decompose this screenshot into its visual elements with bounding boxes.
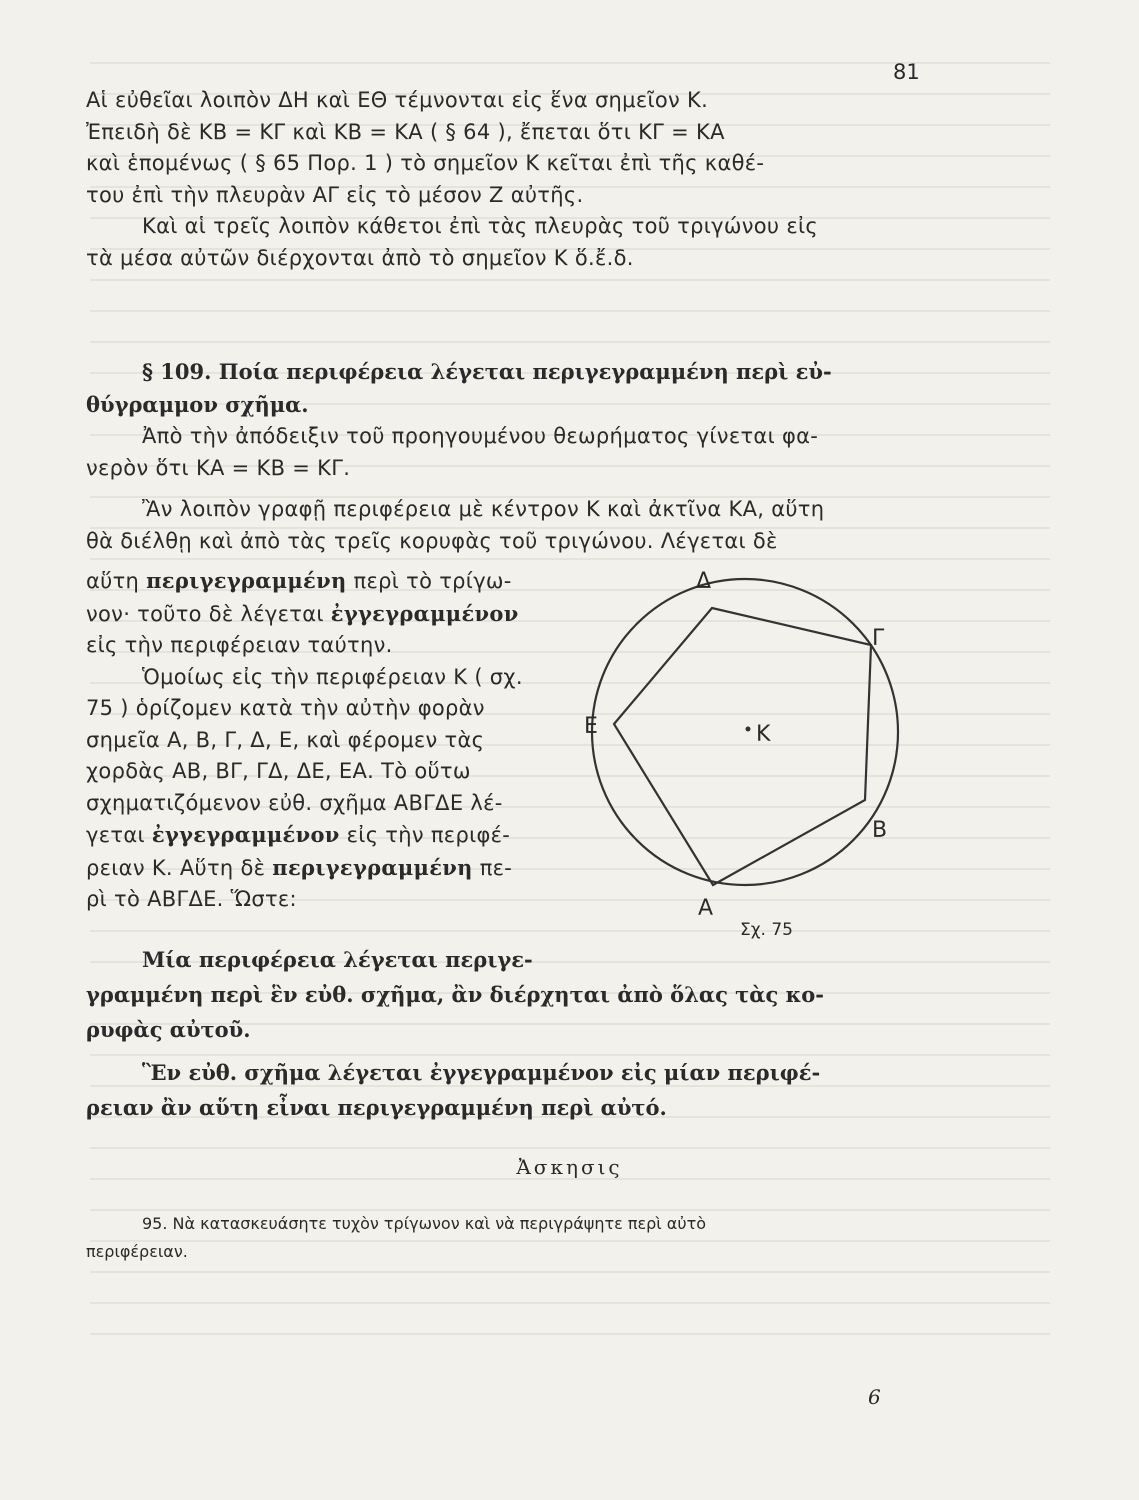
definition-line: ρυφὰς αὐτοῦ. [86, 1017, 251, 1042]
vertex-label-B: Β [872, 818, 888, 843]
heading-line: θύγραμμον σχῆμα. [86, 392, 309, 417]
text-line: σημεῖα Α, Β, Γ, Δ, Ε, καὶ φέρομεν τὰς [86, 727, 485, 752]
text-line: καὶ ἑπομένως ( § 65 Πορ. 1 ) τὸ σημεῖον Κ κεῖται ἐπὶ τῆς καθέ- [86, 151, 765, 175]
circumscribed-pentagon-diagram [580, 565, 920, 945]
text-line: εἰς τὴν περιφέρειαν ταύτην. [86, 633, 393, 657]
text-run: γεται [86, 823, 152, 847]
definition-line: γραμμένη περὶ ἓν εὐθ. σχῆμα, ἂν διέρχηται ἀπὸ ὅλας τὰς κο- [86, 982, 825, 1007]
text-run: εἰς τὴν περιφέ- [339, 823, 511, 847]
text-line: 75 ) ὁρίζομεν κατὰ τὴν αὐτὴν φορὰν [86, 696, 485, 720]
text-line: Καὶ αἱ τρεῖς λοιπὸν κάθετοι ἐπὶ τὰς πλευρὰς τοῦ τριγώνου εἰς [142, 214, 819, 238]
text-run: αὕτη [86, 569, 147, 593]
vertex-label-A: Α [698, 896, 714, 921]
circumcircle [592, 579, 898, 885]
figure-caption: Σχ. 75 [740, 920, 794, 940]
exercise-line: περιφέρειαν. [86, 1242, 188, 1261]
intro-paragraph [86, 85, 921, 274]
definition-line: ρειαν ἂν αὕτη εἶναι περιγεγραμμένη περὶ αὐτό. [86, 1095, 667, 1120]
bold-term: περιγεγραμμένη [272, 854, 473, 880]
text-line: Ὁμοίως εἰς τὴν περιφέρειαν Κ ( σχ. [142, 664, 523, 689]
text-line: Ἀπὸ τὴν ἀπόδειξιν τοῦ προηγουμένου θεωρήματος γίνεται φα- [142, 424, 819, 448]
text-line [86, 819, 576, 852]
text-line [86, 598, 576, 631]
center-point [746, 727, 751, 732]
left-column-text [86, 565, 576, 916]
bold-term: περιγεγραμμένη [146, 568, 347, 593]
vertex-label-G: Γ [872, 626, 885, 651]
exercise-heading: Ἀσκησις [516, 1155, 623, 1179]
text-line: τὰ μέσα αὐτῶν διέρχονται ἀπὸ τὸ σημεῖον Κ ὅ.ἔ.δ. [86, 245, 634, 270]
text-line: Ἂν λοιπὸν γραφῇ περιφέρεια μὲ κέντρον Κ καὶ ἀκτῖνα ΚΑ, αὕτη [142, 497, 825, 521]
text-line: θὰ διέλθῃ καὶ ἀπὸ τὰς τρεῖς κορυφὰς τοῦ τριγώνου. Λέγεται δὲ [86, 528, 778, 553]
section-paragraph [86, 421, 921, 557]
text-line: ρὶ τὸ ΑΒΓΔΕ. Ὥστε: [86, 887, 297, 911]
pentagon-ABGDE [614, 608, 871, 885]
section-109 [86, 355, 921, 557]
exercise-95 [86, 1210, 921, 1266]
text-line [86, 852, 576, 885]
text-line: Αἱ εὐθεῖαι λοιπὸν ΔΗ καὶ ΕΘ τέμνονται εἰς ἕνα σημεῖον Κ. [86, 88, 709, 112]
text-line: του ἐπὶ τὴν πλευρὰν ΑΓ εἰς τὸ μέσον Ζ αὐτῆς. [86, 182, 584, 207]
definition-line: Ἓν εὐθ. σχῆμα λέγεται ἐγγεγραμμένον εἰς μίαν περιφέ- [142, 1060, 821, 1085]
exercise-line: 95. Νὰ κατασκευάσητε τυχὸν τρίγωνον καὶ νὰ περιγράψητε περὶ αὐτὸ [142, 1214, 707, 1233]
text-run: πε- [472, 855, 513, 880]
center-label-K: Κ [756, 722, 771, 747]
text-line: σχηματιζόμενον εὐθ. σχῆμα ΑΒΓΔΕ λέ- [86, 790, 503, 815]
vertex-label-E: Ε [584, 714, 598, 739]
text-line [86, 565, 576, 598]
bold-term: ἐγγεγραμμένον [151, 822, 340, 847]
figure-75 [580, 565, 920, 945]
text-line: χορδὰς ΑΒ, ΒΓ, ΓΔ, ΔΕ, ΕΑ. Τὸ οὕτω [86, 759, 471, 783]
vertex-label-D: Δ [696, 569, 712, 594]
text-line: νερὸν ὅτι ΚΑ = ΚΒ = ΚΓ. [86, 455, 351, 480]
text-run: νον· τοῦτο δὲ λέγεται [86, 601, 331, 626]
definition-block [86, 942, 921, 1125]
section-heading [86, 355, 921, 421]
printer-signature-mark: 6 [868, 1385, 881, 1409]
text-run: περὶ τὸ τρίγω- [346, 569, 512, 593]
text-line: Ἐπειδὴ δὲ ΚΒ = ΚΓ καὶ ΚΒ = ΚΑ ( § 64 ), ἔπεται ὅτι ΚΓ = ΚΑ [86, 119, 725, 144]
definition-line: Μία περιφέρεια λέγεται περιγε- [142, 947, 533, 972]
bold-term: ἐγγεγραμμένον [330, 600, 519, 626]
text-run: ρειαν Κ. Αὕτη δὲ [86, 855, 273, 880]
heading-line: § 109. Ποία περιφέρεια λέγεται περιγεγραμμένη περὶ εὐ- [142, 359, 832, 384]
page-number: 81 [893, 60, 920, 84]
